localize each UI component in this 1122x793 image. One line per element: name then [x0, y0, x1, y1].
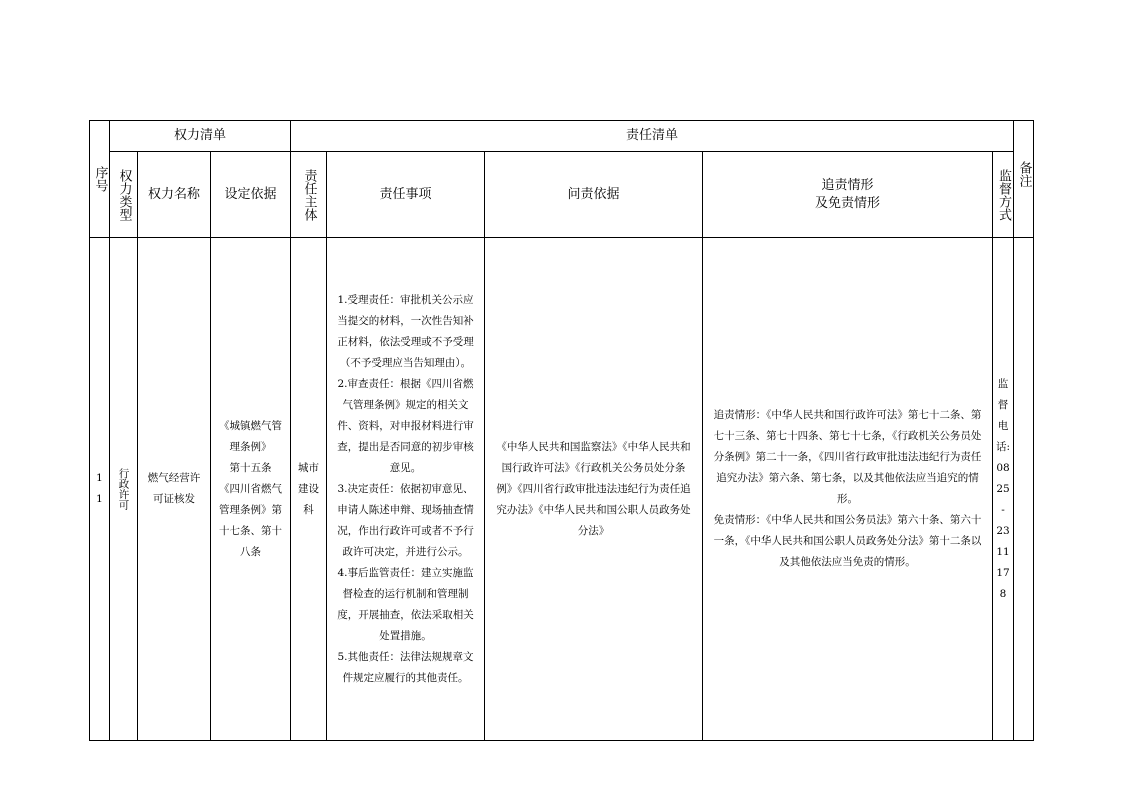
header-responsibility-list: 责任清单: [291, 121, 1014, 152]
header-power-type: 权力类型: [110, 152, 138, 238]
cell-basis: [211, 238, 291, 741]
power-responsibility-table: [89, 120, 1034, 741]
basis-line-1: 《城镇燃气管理条例》: [219, 419, 282, 453]
pursuit-exemption: 免责情形：《中华人民共和国公务员法》第六十条、第六十一条，《中华人民共和国公职人员政务处分法》第十二条以及其他依法应当免责的情形。: [713, 514, 982, 568]
matter-item: 1.受理责任：审批机关公示应当提交的材料，一次性告知补正材料，依法受理或不予受理（不予受理应当告知理由）。: [337, 293, 474, 369]
cell-power-type: 行政许可: [110, 238, 138, 741]
header-subject: 责任主体: [291, 152, 327, 238]
header-seq: 序号: [90, 121, 110, 238]
supervision-char: 监: [997, 377, 1009, 390]
cell-seq: [90, 238, 110, 741]
seq-value-repeat: 1: [96, 493, 103, 505]
header-basis: 设定依据: [211, 152, 291, 238]
supervision-char: 8: [999, 587, 1007, 600]
table-row: [90, 238, 1034, 741]
cell-pursuit: [703, 238, 993, 741]
supervision-char: 话:: [995, 440, 1011, 453]
matter-item: 4.事后监管责任：建立实施监督检查的运行机制和管理制度，开展抽查，依法采取相关处置措施。: [337, 566, 474, 642]
supervision-char: 11: [996, 545, 1010, 558]
header-supervision: 监督方式: [993, 152, 1014, 238]
cell-matters: [327, 238, 485, 741]
supervision-char: 23: [996, 524, 1010, 537]
header-pursuit: [703, 152, 993, 238]
subject-line-1: 城市: [298, 461, 319, 474]
header-accountability-basis: 问责依据: [485, 152, 703, 238]
matter-item: 5.其他责任：法律法规规章文件规定应履行的其他责任。: [337, 650, 474, 684]
supervision-char: -: [1001, 503, 1005, 516]
cell-power-name: 燃气经营许可证核发: [138, 238, 211, 741]
matter-item: 2.审查责任：根据《四川省燃气管理条例》规定的相关文件、资料，对申报材料进行审查，提出是否同意的初步审核意见。: [337, 377, 474, 474]
supervision-char: 17: [996, 566, 1010, 579]
supervision-char: 督: [997, 398, 1009, 411]
header-matters: 责任事项: [327, 152, 485, 238]
header-power-name: 权力名称: [138, 152, 211, 238]
seq-value: 1: [96, 472, 103, 484]
cell-accountability-basis: 《中华人民共和国监察法》《中华人民共和国行政许可法》《行政机关公务员处分条例》《四川省行政审批违法违纪行为责任追究办法》《中华人民共和国公职人员政务处分法》: [485, 238, 703, 741]
basis-line-3: 《四川省燃气管理条例》第十七条、第十八条: [219, 482, 282, 558]
matter-item: 3.决定责任：依据初审意见、申请人陈述申辩、现场抽查情况，作出行政许可或者不予行政许可决定，并进行公示。: [337, 482, 474, 558]
pursuit-accountability: 追责情形：《中华人民共和国行政许可法》第七十二条、第七十三条、第七十四条、第七十七条，《行政机关公务员处分条例》第二十一条，《四川省行政审批违法违纪行为责任追究办法》第六条、第七条，以及其他依法应当追究的情形。: [713, 409, 982, 505]
cell-subject: [291, 238, 327, 741]
subject-line-3: 科: [303, 503, 314, 516]
supervision-char: 08: [996, 461, 1010, 474]
header-pursuit-line2: 及免责情形: [814, 195, 880, 211]
header-pursuit-line1: 追责情形: [821, 177, 874, 193]
cell-remarks: [1014, 238, 1034, 741]
supervision-char: 电: [997, 419, 1009, 432]
header-power-list: 权力清单: [110, 121, 291, 152]
supervision-char: 25: [996, 482, 1010, 495]
subject-line-2: 建设: [298, 482, 319, 495]
cell-supervision: [993, 238, 1014, 741]
header-remarks: 备注: [1014, 121, 1034, 238]
basis-line-2: 第十五条: [229, 461, 272, 474]
